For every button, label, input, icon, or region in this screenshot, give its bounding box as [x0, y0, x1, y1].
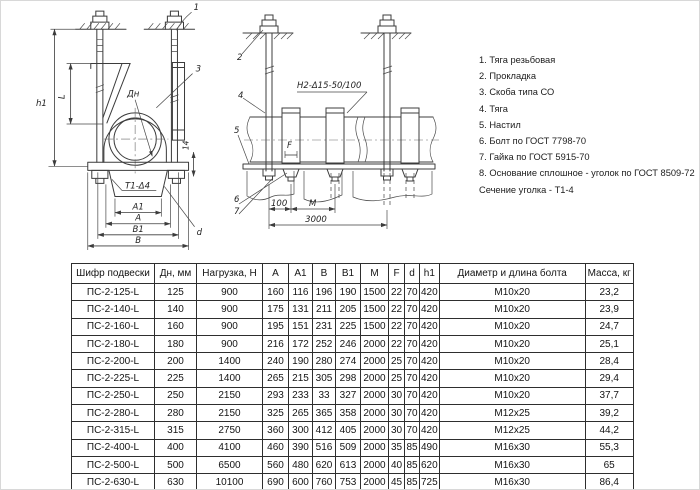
table-cell: 753: [336, 474, 361, 490]
table-cell: 70: [405, 370, 420, 387]
table-cell: 420: [420, 422, 440, 439]
table-cell: 460: [263, 439, 289, 456]
table-cell: 690: [263, 474, 289, 490]
table-cell: 2150: [197, 387, 263, 404]
table-cell: 70: [405, 353, 420, 370]
pipeline-run-figure: [229, 1, 485, 255]
table-cell: ПС-2-250-L: [72, 387, 155, 404]
column-header: А: [263, 264, 289, 284]
table-cell: 300: [289, 422, 313, 439]
table-cell: 1500: [361, 318, 389, 335]
table-cell: 420: [420, 318, 440, 335]
table-cell: 620: [313, 456, 336, 473]
table-cell: 400: [155, 439, 197, 456]
dim-14-label: 14: [181, 140, 191, 151]
table-cell: 70: [405, 335, 420, 352]
table-cell: ПС-2-400-L: [72, 439, 155, 456]
dim-a1-label: А1: [132, 202, 144, 213]
table-cell: 70: [405, 318, 420, 335]
table-row: [72, 456, 634, 473]
table-cell: 280: [313, 353, 336, 370]
table-cell: 4100: [197, 439, 263, 456]
table-cell: 151: [289, 318, 313, 335]
table-cell: 215: [289, 370, 313, 387]
table-cell: 630: [155, 474, 197, 490]
table-cell: ПС-2-500-L: [72, 456, 155, 473]
callouts-left: [156, 3, 202, 238]
table-cell: 2000: [361, 405, 389, 422]
table-cell: М10х20: [439, 318, 585, 335]
table-cell: 23,2: [585, 284, 633, 301]
table-cell: 600: [289, 474, 313, 490]
table-cell: М12х25: [439, 405, 585, 422]
table-row: [72, 335, 634, 352]
table-cell: 358: [336, 405, 361, 422]
table-cell: 225: [336, 318, 361, 335]
callout-6: 6: [234, 195, 240, 205]
table-cell: 412: [313, 422, 336, 439]
table-cell: 22: [389, 335, 405, 352]
column-header: Нагрузка, Н: [197, 264, 263, 284]
table-cell: 196: [313, 284, 336, 301]
table-cell: 2000: [361, 456, 389, 473]
table-cell: 1500: [361, 284, 389, 301]
table-cell: 70: [405, 284, 420, 301]
table-cell: 298: [336, 370, 361, 387]
table-cell: М16х30: [439, 439, 585, 456]
table-row: [72, 387, 634, 404]
column-header: А1: [289, 264, 313, 284]
table-cell: 516: [313, 439, 336, 456]
table-row: [72, 370, 634, 387]
table-cell: ПС-2-315-L: [72, 422, 155, 439]
table-cell: 205: [336, 301, 361, 318]
table-cell: М10х20: [439, 284, 585, 301]
legend-item: 3. Скоба типа СО: [479, 87, 555, 98]
table-cell: 30: [389, 405, 405, 422]
table-cell: 211: [313, 301, 336, 318]
table-cell: 280: [155, 405, 197, 422]
table-cell: 620: [420, 456, 440, 473]
table-cell: 23,9: [585, 301, 633, 318]
table-cell: ПС-2-225-L: [72, 370, 155, 387]
table-cell: 2150: [197, 405, 263, 422]
table-cell: 70: [405, 422, 420, 439]
table-cell: 365: [313, 405, 336, 422]
table-cell: М16х30: [439, 474, 585, 490]
table-cell: 22: [389, 284, 405, 301]
table-cell: 10100: [197, 474, 263, 490]
table-cell: 180: [155, 335, 197, 352]
table-cell: 70: [405, 405, 420, 422]
table-cell: 33: [313, 387, 336, 404]
column-header: h1: [420, 264, 440, 284]
table-cell: 24,7: [585, 318, 633, 335]
dim-dn-label: Дн: [127, 89, 140, 100]
table-cell: 116: [289, 284, 313, 301]
table-cell: 175: [263, 301, 289, 318]
table-cell: 85: [405, 439, 420, 456]
dim-f: [285, 141, 297, 158]
table-cell: ПС-2-630-L: [72, 474, 155, 490]
table-cell: 420: [420, 405, 440, 422]
table-cell: ПС-2-180-L: [72, 335, 155, 352]
table-cell: М10х20: [439, 353, 585, 370]
table-header: [72, 264, 634, 284]
table-body: [72, 284, 634, 490]
table-cell: 2000: [361, 422, 389, 439]
table-cell: 405: [336, 422, 361, 439]
table-cell: 39,2: [585, 405, 633, 422]
dim-f-label: F: [287, 141, 292, 151]
table-cell: 45: [389, 474, 405, 490]
table-cell: ПС-2-160-L: [72, 318, 155, 335]
table-cell: 250: [155, 387, 197, 404]
table-cell: 37,7: [585, 387, 633, 404]
table-cell: 140: [155, 301, 197, 318]
table-cell: 560: [263, 456, 289, 473]
column-header: Диаметр и длина болта: [439, 264, 585, 284]
dim-m-label: М: [309, 199, 317, 209]
table-cell: М12х25: [439, 422, 585, 439]
dim-b1-label: В1: [132, 224, 144, 235]
legend-item: 4. Тяга: [479, 103, 508, 114]
table-cell: 2000: [361, 335, 389, 352]
table-cell: 2000: [361, 353, 389, 370]
table-cell: 420: [420, 387, 440, 404]
table-cell: 360: [263, 422, 289, 439]
table-cell: М16х30: [439, 456, 585, 473]
dim-3000-label: 3000: [305, 215, 327, 225]
table-cell: 1400: [197, 353, 263, 370]
table-cell: 265: [289, 405, 313, 422]
dim-l-label: L: [57, 94, 68, 100]
table-row: [72, 474, 634, 490]
dim-b-label: В: [135, 235, 142, 246]
table-cell: 160: [155, 318, 197, 335]
column-header: М: [361, 264, 389, 284]
dimensions-bottom: [269, 184, 387, 229]
table-cell: 28,4: [585, 353, 633, 370]
table-row: [72, 318, 634, 335]
pipe-segments: [247, 117, 436, 162]
table-cell: 900: [197, 335, 263, 352]
callout-4: 4: [238, 91, 244, 101]
table-cell: 420: [420, 284, 440, 301]
table-cell: 500: [155, 456, 197, 473]
table-cell: 315: [155, 422, 197, 439]
table-cell: 420: [420, 301, 440, 318]
table-cell: 327: [336, 387, 361, 404]
clamp-sleeves: [282, 108, 419, 163]
table-cell: ПС-2-200-L: [72, 353, 155, 370]
column-header: В: [313, 264, 336, 284]
table-cell: 265: [263, 370, 289, 387]
table-cell: 725: [420, 474, 440, 490]
table-cell: 2000: [361, 387, 389, 404]
table-cell: 760: [313, 474, 336, 490]
tie-bracket: [91, 62, 185, 140]
table-cell: М10х20: [439, 387, 585, 404]
table-cell: 160: [263, 284, 289, 301]
legend-item: 6. Болт по ГОСТ 7798-70: [479, 136, 586, 147]
table-cell: 2000: [361, 474, 389, 490]
dim-a-label: А: [135, 213, 142, 224]
table-cell: 35: [389, 439, 405, 456]
table-cell: ПС-2-280-L: [72, 405, 155, 422]
table-cell: ПС-2-125-L: [72, 284, 155, 301]
threaded-rods: [91, 11, 184, 162]
table-cell: 44,2: [585, 422, 633, 439]
table-cell: 420: [420, 335, 440, 352]
table-cell: 40: [389, 456, 405, 473]
table-cell: 293: [263, 387, 289, 404]
legend-item: 7. Гайка по ГОСТ 5915-70: [479, 152, 590, 163]
column-header: Шифр подвески: [72, 264, 155, 284]
table-cell: 70: [405, 301, 420, 318]
dim-h1-label: h1: [35, 98, 47, 109]
table-cell: 480: [289, 456, 313, 473]
table-cell: 2750: [197, 422, 263, 439]
table-row: [72, 422, 634, 439]
callout-2: 2: [237, 53, 243, 63]
table-cell: 325: [263, 405, 289, 422]
table-row: [72, 439, 634, 456]
table-cell: 30: [389, 422, 405, 439]
table-cell: 25: [389, 353, 405, 370]
hanger-spec-table: [71, 263, 634, 490]
legend-item: 5. Настил: [479, 119, 521, 130]
table-cell: 252: [313, 335, 336, 352]
table-cell: ПС-2-140-L: [72, 301, 155, 318]
dim-100-label: 100: [271, 199, 288, 209]
table-cell: 30: [389, 387, 405, 404]
table-row: [72, 301, 634, 318]
dim-t14: [182, 140, 194, 176]
table-row: [72, 284, 634, 301]
table-cell: 125: [155, 284, 197, 301]
table-cell: 22: [389, 318, 405, 335]
callout-3: 3: [195, 64, 202, 75]
clamp-section-figure: [1, 1, 240, 257]
weld-label: Н2-Δ15-50/100: [297, 81, 362, 91]
table-cell: 172: [289, 335, 313, 352]
table-cell: М10х20: [439, 370, 585, 387]
table-cell: 509: [336, 439, 361, 456]
table-cell: 22: [389, 301, 405, 318]
table-row: [72, 405, 634, 422]
table-cell: 420: [420, 370, 440, 387]
dim-l: [58, 63, 103, 123]
legend-item: 2. Прокладка: [479, 71, 536, 82]
table-cell: 29,4: [585, 370, 633, 387]
legend-item: 8. Основание сплошное - уголок по ГОСТ 8509-72: [479, 168, 695, 179]
header-row: [72, 264, 634, 284]
table-cell: 274: [336, 353, 361, 370]
table-cell: 55,3: [585, 439, 633, 456]
threaded-rods: [260, 15, 396, 171]
callout-d: d: [196, 227, 203, 238]
table-cell: 900: [197, 284, 263, 301]
pipe-and-strap: [104, 108, 169, 177]
table-cell: 25: [389, 370, 405, 387]
table-cell: 613: [336, 456, 361, 473]
callout-5: 5: [234, 126, 240, 136]
table-cell: 195: [263, 318, 289, 335]
table-cell: 86,4: [585, 474, 633, 490]
column-header: Дн, мм: [155, 264, 197, 284]
table-cell: 6500: [197, 456, 263, 473]
column-header: d: [405, 264, 420, 284]
callouts-middle: [234, 30, 287, 217]
ceiling-hatch: [243, 33, 411, 39]
column-header: F: [389, 264, 405, 284]
table-cell: 225: [155, 370, 197, 387]
table-cell: 900: [197, 301, 263, 318]
weld-mark: [112, 179, 156, 191]
column-header: Масса, кг: [585, 264, 633, 284]
table-cell: 65: [585, 456, 633, 473]
table-cell: 900: [197, 318, 263, 335]
table-cell: 2000: [361, 439, 389, 456]
ceiling-hatch: [76, 23, 195, 29]
table-cell: 190: [336, 284, 361, 301]
table-cell: 420: [420, 353, 440, 370]
callout-7: 7: [234, 207, 240, 217]
table-cell: 390: [289, 439, 313, 456]
table-cell: 216: [263, 335, 289, 352]
table-cell: М10х20: [439, 335, 585, 352]
table-cell: 190: [289, 353, 313, 370]
weld-label: Т1-Δ4: [125, 181, 151, 192]
callout-1: 1: [193, 3, 200, 14]
table-cell: 200: [155, 353, 197, 370]
table-cell: 85: [405, 456, 420, 473]
parts-legend: [479, 52, 694, 198]
table-cell: 25,1: [585, 335, 633, 352]
table-cell: 246: [336, 335, 361, 352]
table-cell: 85: [405, 474, 420, 490]
table-cell: М10х20: [439, 301, 585, 318]
column-header: В1: [336, 264, 361, 284]
table-row: [72, 353, 634, 370]
table-cell: 1500: [361, 301, 389, 318]
table-cell: 240: [263, 353, 289, 370]
legend-item: 1. Тяга резьбовая: [479, 55, 556, 65]
table-cell: 131: [289, 301, 313, 318]
table-cell: 70: [405, 387, 420, 404]
table-cell: 305: [313, 370, 336, 387]
table-cell: 233: [289, 387, 313, 404]
table-cell: 2000: [361, 370, 389, 387]
table-cell: 231: [313, 318, 336, 335]
legend-item: Сечение уголка - Т1-4: [479, 184, 574, 195]
table-cell: 1400: [197, 370, 263, 387]
table-cell: 490: [420, 439, 440, 456]
